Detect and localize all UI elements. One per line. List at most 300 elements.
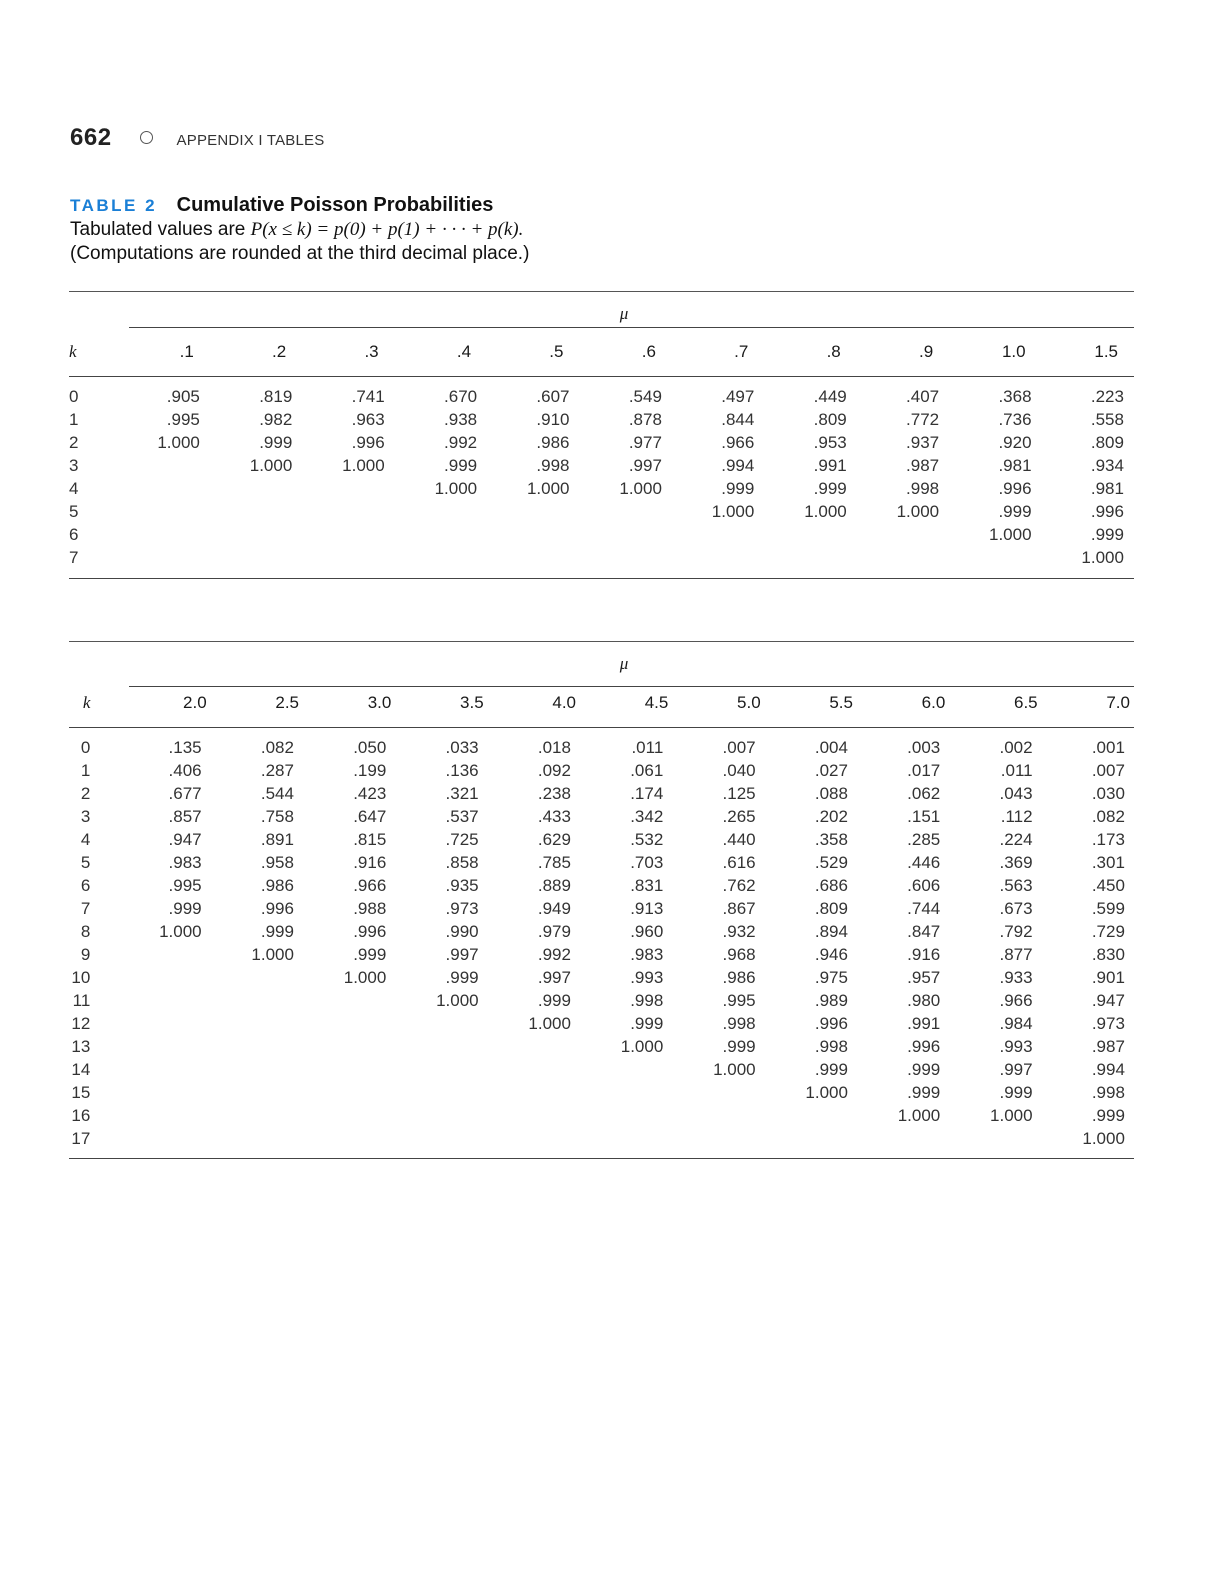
table-cell: 1.000 — [619, 479, 662, 498]
table-cell: .957 — [907, 968, 941, 987]
table-row — [69, 736, 1134, 759]
table-cell: 1.000 — [896, 502, 940, 521]
table-row — [69, 523, 1134, 546]
table-cell: .002 — [999, 738, 1033, 757]
table-cell — [210, 477, 302, 500]
poisson-table-2 — [69, 641, 1134, 1166]
k-value: 16 — [71, 1106, 91, 1125]
table-cell — [580, 1058, 672, 1081]
table-cell: 1.000 — [711, 502, 755, 521]
table-cell: .947 — [1091, 991, 1125, 1010]
table-cell: .558 — [1090, 410, 1124, 429]
table-cell — [303, 1104, 395, 1127]
table-cell: .136 — [445, 761, 479, 780]
table-cell: 1.000 — [1081, 548, 1124, 567]
table-cell: .342 — [630, 807, 664, 826]
table-cell: .174 — [630, 784, 664, 803]
table-cell: .606 — [907, 876, 941, 895]
table-cell — [672, 1127, 764, 1150]
k-value: 8 — [80, 922, 91, 941]
table-cell: .224 — [999, 830, 1033, 849]
table-cell: .450 — [1091, 876, 1125, 895]
column-header: .8 — [826, 342, 841, 361]
table-cell: 1.000 — [1082, 1129, 1125, 1148]
table-cell: .809 — [1090, 433, 1124, 452]
table-cell — [764, 523, 856, 546]
table-cell: .996 — [1090, 502, 1124, 521]
table-row — [69, 805, 1134, 828]
table-cell — [857, 1127, 949, 1150]
k-value: 7 — [80, 899, 91, 918]
table-cell: .725 — [445, 830, 479, 849]
table-cell: .910 — [536, 410, 570, 429]
table-row — [69, 874, 1134, 897]
table-cell: .894 — [814, 922, 848, 941]
table-cell: .762 — [722, 876, 756, 895]
table-cell: .831 — [630, 876, 664, 895]
table-cell: 1.000 — [526, 479, 570, 498]
table-cell: .433 — [537, 807, 571, 826]
table-cell: .977 — [628, 433, 662, 452]
table-cell: .999 — [1090, 525, 1124, 544]
table-cell: .027 — [814, 761, 848, 780]
table-cell: .040 — [722, 761, 756, 780]
table-cell: .785 — [537, 853, 571, 872]
mu-label: μ — [619, 304, 629, 323]
table-cell: .440 — [722, 830, 756, 849]
table-cell: .616 — [722, 853, 756, 872]
table-cell: .913 — [630, 899, 664, 918]
table-cell: 1.000 — [249, 456, 293, 475]
table-cell: .563 — [999, 876, 1033, 895]
table-cell: .007 — [722, 738, 756, 757]
table-cell: .004 — [814, 738, 848, 757]
table-cell: .997 — [537, 968, 571, 987]
table-cell: .999 — [537, 991, 571, 1010]
table-cell: .223 — [1090, 387, 1124, 406]
table-row — [69, 1104, 1134, 1127]
table-cell — [487, 546, 579, 569]
table-cell: 1.000 — [434, 479, 478, 498]
column-header: .2 — [272, 342, 287, 361]
table-cell: .744 — [907, 899, 941, 918]
table-row — [69, 851, 1134, 874]
table-cell — [395, 523, 487, 546]
table-cell: .809 — [814, 899, 848, 918]
table-cell — [672, 546, 764, 569]
table-cell — [857, 546, 949, 569]
table-label: TABLE 2 — [70, 196, 158, 215]
header-rule — [69, 727, 1134, 728]
table-cell: .532 — [630, 830, 664, 849]
k-value: 4 — [80, 830, 91, 849]
table-cell — [117, 523, 209, 546]
table-cell: .062 — [907, 784, 941, 803]
table-cell — [211, 1081, 303, 1104]
header-row — [69, 342, 1134, 362]
table-cell: .996 — [998, 479, 1032, 498]
table-cell: .997 — [628, 456, 662, 475]
column-header: .4 — [456, 342, 472, 361]
table-cell: .173 — [1091, 830, 1125, 849]
table-cell: .991 — [813, 456, 847, 475]
table-cell: .996 — [353, 922, 387, 941]
table-cell: .301 — [1091, 853, 1125, 872]
table-bottom-rule — [69, 1158, 1134, 1159]
table-row — [69, 1081, 1134, 1104]
table-cell: .934 — [1090, 456, 1124, 475]
table-cell — [211, 1104, 303, 1127]
table-cell: .406 — [168, 761, 202, 780]
table-cell: .947 — [168, 830, 202, 849]
table-cell: .998 — [1091, 1083, 1125, 1102]
table-cell — [488, 1058, 580, 1081]
table-cell — [395, 500, 487, 523]
table-row — [69, 1058, 1134, 1081]
table-cell: .736 — [998, 410, 1032, 429]
table-cell: .082 — [1091, 807, 1125, 826]
table-cell: .011 — [1000, 761, 1033, 780]
table-cell: .549 — [628, 387, 662, 406]
table-cell: .999 — [998, 502, 1032, 521]
table-cell: .999 — [814, 1060, 848, 1079]
table-cell: .901 — [1091, 968, 1125, 987]
table-cell: .998 — [814, 1037, 848, 1056]
table-cell: .938 — [444, 410, 478, 429]
table-cell — [672, 1104, 764, 1127]
table-cell: .878 — [628, 410, 662, 429]
table-cell: .992 — [537, 945, 571, 964]
table-cell: .966 — [721, 433, 755, 452]
table-cell: .358 — [814, 830, 848, 849]
table-cell: .990 — [445, 922, 479, 941]
table-cell: 1.000 — [436, 991, 479, 1010]
table-cell — [302, 546, 394, 569]
table-cell — [949, 546, 1041, 569]
table-row — [69, 1012, 1134, 1035]
table-cell: .999 — [999, 1083, 1033, 1102]
k-value: 14 — [71, 1060, 91, 1079]
table-cell: 1.000 — [157, 433, 200, 452]
table-cell — [488, 1104, 580, 1127]
table-cell: .987 — [1091, 1037, 1125, 1056]
table-cell: .946 — [814, 945, 848, 964]
table-cell: .007 — [1091, 761, 1125, 780]
table-cell: .670 — [444, 387, 478, 406]
table-cell: .986 — [260, 876, 294, 895]
table-cell — [580, 1127, 672, 1150]
table-cell — [118, 1035, 210, 1058]
table-cell — [117, 477, 209, 500]
table-cell — [210, 500, 302, 523]
table-cell: .001 — [1091, 738, 1125, 757]
k-value: 1 — [80, 761, 91, 780]
table-cell: .151 — [907, 807, 941, 826]
table-cell: .966 — [353, 876, 387, 895]
header-row — [69, 693, 1134, 713]
table-cell: .992 — [444, 433, 478, 452]
table-cell: .287 — [260, 761, 294, 780]
table-cell — [118, 1081, 210, 1104]
table-cell — [118, 1127, 210, 1150]
column-header: 3.0 — [367, 693, 392, 712]
table-cell: 1.000 — [713, 1060, 756, 1079]
table-cell: .995 — [168, 876, 202, 895]
k-value: 2 — [80, 784, 91, 803]
table-cell: .407 — [906, 387, 940, 406]
table-cell — [210, 523, 302, 546]
k-value: 5 — [80, 853, 91, 872]
table-row — [69, 1127, 1134, 1150]
table-cell: .996 — [351, 433, 385, 452]
table-cell: .809 — [813, 410, 847, 429]
table-cell: .998 — [630, 991, 664, 1010]
table-cell: .858 — [445, 853, 479, 872]
table-cell: 1.000 — [804, 502, 847, 521]
table-cell: .973 — [445, 899, 479, 918]
table-cell: .989 — [814, 991, 848, 1010]
k-value: 10 — [71, 968, 91, 987]
table-cell: .529 — [814, 853, 848, 872]
table-row — [69, 546, 1134, 569]
table-cell — [764, 546, 856, 569]
table-cell: 1.000 — [989, 525, 1032, 544]
table-cell: .889 — [537, 876, 571, 895]
table-cell — [117, 500, 209, 523]
table-cell — [765, 1127, 857, 1150]
table-cell: .018 — [537, 738, 571, 757]
table-cell: .867 — [722, 899, 756, 918]
table-cell: .994 — [721, 456, 755, 475]
table-cell: .686 — [814, 876, 848, 895]
table-cell: .999 — [630, 1014, 664, 1033]
column-header: .3 — [364, 342, 379, 361]
table-cell — [118, 1058, 210, 1081]
table-cell: .998 — [906, 479, 940, 498]
table-cell — [488, 1081, 580, 1104]
header-rule — [69, 376, 1134, 377]
table-cell: 1.000 — [342, 456, 385, 475]
column-header: 4.5 — [644, 693, 669, 712]
table-cell: .999 — [444, 456, 478, 475]
table-cell: .949 — [537, 899, 571, 918]
table-cell: .599 — [1091, 899, 1125, 918]
table-cell: .981 — [1090, 479, 1124, 498]
table-cell: 1.000 — [251, 945, 294, 964]
table-cell: .998 — [722, 1014, 756, 1033]
k-value: 5 — [69, 502, 79, 521]
table-cell: .999 — [1091, 1106, 1125, 1125]
table-cell: .986 — [722, 968, 756, 987]
table-cell — [117, 546, 209, 569]
table-cell: .999 — [813, 479, 847, 498]
table-cell — [118, 943, 210, 966]
table-cell — [580, 523, 672, 546]
table-cell: .792 — [999, 922, 1033, 941]
table-cell: .983 — [168, 853, 202, 872]
column-header: .5 — [549, 342, 564, 361]
table-cell: .537 — [445, 807, 479, 826]
column-header: 6.5 — [1014, 693, 1038, 712]
table-cell: .815 — [353, 830, 387, 849]
table-cell: .920 — [998, 433, 1032, 452]
k-header: k — [82, 693, 91, 712]
table-row — [69, 500, 1134, 523]
table-cell: .135 — [168, 738, 202, 757]
table-cell — [487, 500, 579, 523]
k-value: 1 — [69, 410, 79, 429]
table-cell: .984 — [999, 1014, 1033, 1033]
table-cell: .963 — [351, 410, 385, 429]
column-header: 4.0 — [552, 693, 576, 712]
table-row — [69, 989, 1134, 1012]
k-value: 12 — [71, 1014, 91, 1033]
table-cell: .011 — [631, 738, 664, 757]
table-cell — [765, 1104, 857, 1127]
column-header: 5.0 — [737, 693, 761, 712]
k-value: 2 — [69, 433, 79, 452]
table-cell: .673 — [999, 899, 1033, 918]
table-cell: .819 — [259, 387, 293, 406]
table-cell: 1.000 — [528, 1014, 571, 1033]
table-cell: .082 — [260, 738, 294, 757]
table-cell — [302, 500, 394, 523]
table-row — [69, 454, 1134, 477]
table-cell: .960 — [630, 922, 664, 941]
column-header: 2.5 — [275, 693, 300, 712]
table-cell: 1.000 — [897, 1106, 941, 1125]
table-cell — [303, 1012, 395, 1035]
table-cell: 1.000 — [343, 968, 387, 987]
mu-rule — [129, 686, 1134, 687]
k-value: 7 — [69, 548, 79, 567]
table-cell — [395, 1104, 487, 1127]
table-cell: .877 — [999, 945, 1033, 964]
table-cell: .999 — [722, 1037, 756, 1056]
k-header: k — [69, 342, 77, 361]
table-cell: .729 — [1091, 922, 1125, 941]
table-cell — [117, 454, 209, 477]
table-cell: .112 — [1000, 807, 1033, 826]
table-cell: .935 — [445, 876, 479, 895]
table-cell: .996 — [260, 899, 294, 918]
table-cell: .844 — [721, 410, 755, 429]
table-cell: .125 — [722, 784, 756, 803]
table-cell: .703 — [630, 853, 664, 872]
table-cell: .017 — [907, 761, 941, 780]
k-value: 9 — [80, 945, 91, 964]
page-header — [70, 124, 324, 152]
table-top-rule — [69, 641, 1134, 642]
table-cell — [672, 523, 764, 546]
table-cell: .321 — [445, 784, 479, 803]
table-cell: .998 — [536, 456, 570, 475]
table-cell — [949, 1127, 1041, 1150]
table-row — [69, 782, 1134, 805]
table-cell: .933 — [999, 968, 1033, 987]
table-cell: .677 — [168, 784, 202, 803]
caption-note: (Computations are rounded at the third decimal place.) — [70, 243, 530, 264]
table-cell: .937 — [906, 433, 940, 452]
table-cell — [395, 546, 487, 569]
k-value: 15 — [71, 1083, 91, 1102]
table-caption — [70, 194, 529, 265]
poisson-table-1 — [69, 291, 1134, 591]
table-cell: .973 — [1091, 1014, 1125, 1033]
table-cell — [302, 523, 394, 546]
section-title: APPENDIX I TABLES — [176, 132, 325, 149]
table-cell: .958 — [260, 853, 294, 872]
column-header: .6 — [641, 342, 656, 361]
table-row — [69, 385, 1134, 408]
column-header: .7 — [734, 342, 749, 361]
table-cell: .994 — [1091, 1060, 1125, 1079]
table-cell: .629 — [537, 830, 571, 849]
table-cell — [210, 546, 302, 569]
table-row — [69, 897, 1134, 920]
table-cell: .932 — [722, 922, 756, 941]
table-top-rule — [69, 291, 1134, 292]
table-cell — [580, 546, 672, 569]
table-cell — [488, 1127, 580, 1150]
k-value: 11 — [72, 991, 91, 1010]
table-cell: .916 — [907, 945, 941, 964]
table-cell: .999 — [445, 968, 479, 987]
caption-formula-line — [70, 219, 529, 241]
table-cell: .993 — [999, 1037, 1033, 1056]
table-cell: .999 — [721, 479, 755, 498]
table-cell — [395, 1058, 487, 1081]
table-cell: .830 — [1091, 945, 1125, 964]
table-cell: .996 — [907, 1037, 941, 1056]
table-cell: .905 — [166, 387, 200, 406]
table-cell: .847 — [907, 922, 941, 941]
table-cell — [118, 966, 210, 989]
table-cell: .088 — [814, 784, 848, 803]
table-cell: .996 — [814, 1014, 848, 1033]
table-cell: .265 — [722, 807, 756, 826]
table-cell — [211, 1127, 303, 1150]
table-cell — [395, 1035, 487, 1058]
table-cell — [118, 1104, 210, 1127]
table-cell: .423 — [353, 784, 387, 803]
column-header: 6.0 — [921, 693, 946, 712]
table-cell — [303, 1127, 395, 1150]
k-value: 17 — [71, 1129, 91, 1148]
table-cell — [303, 1058, 395, 1081]
page-number: 662 — [70, 124, 112, 151]
table-cell: .238 — [537, 784, 571, 803]
table-cell: .999 — [260, 922, 294, 941]
column-header: 7.0 — [1106, 693, 1130, 712]
table-cell: 1.000 — [990, 1106, 1033, 1125]
table-cell: .497 — [721, 387, 755, 406]
table-cell — [395, 1081, 487, 1104]
table-cell: .369 — [999, 853, 1033, 872]
table-cell — [118, 989, 210, 1012]
table-cell: .997 — [999, 1060, 1033, 1079]
column-header: 3.5 — [460, 693, 484, 712]
table-cell: 1.000 — [805, 1083, 848, 1102]
table-row — [69, 966, 1134, 989]
mu-label: μ — [619, 654, 629, 673]
table-cell — [303, 1081, 395, 1104]
table-row — [69, 431, 1134, 454]
table-cell: .647 — [353, 807, 387, 826]
table-cell: .982 — [259, 410, 293, 429]
k-value: 3 — [69, 456, 79, 475]
k-value: 0 — [80, 738, 91, 757]
